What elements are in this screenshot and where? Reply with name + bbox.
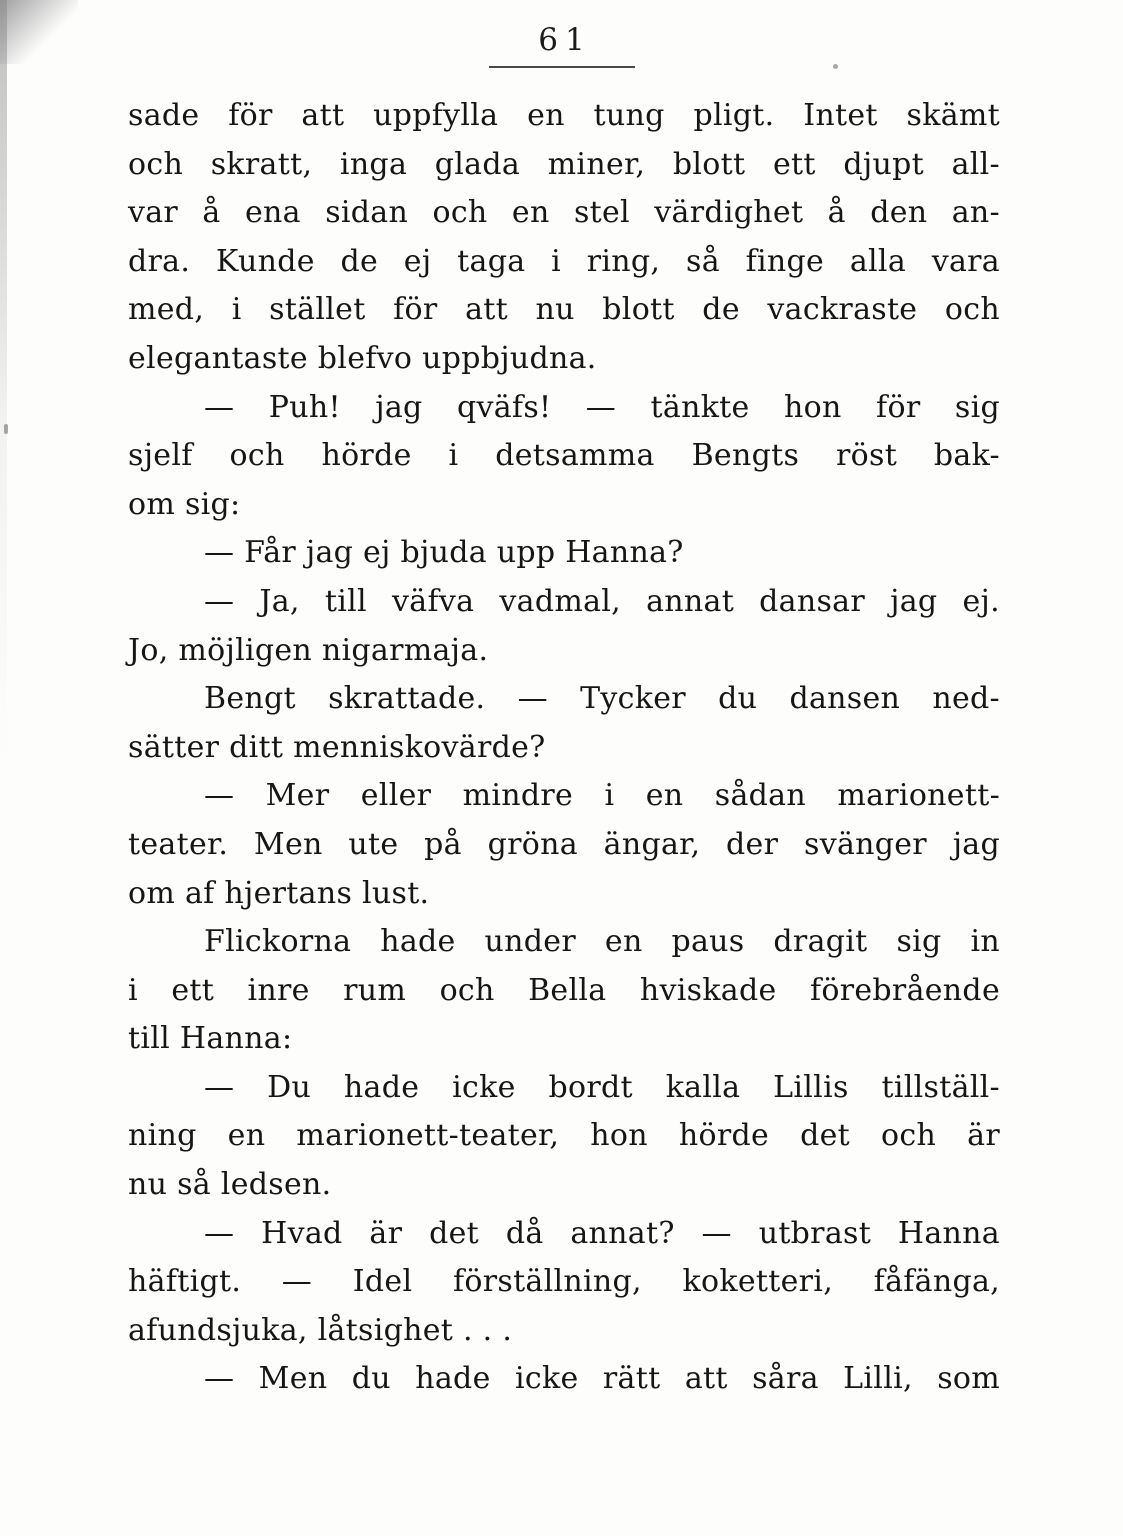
text-line: — Får jag ej bjuda upp Hanna? [204,535,684,571]
page-number: 61 [538,22,592,58]
text-line: med, i stället för att nu blott de vackraste och [128,292,1000,328]
text-line: nu så ledsen. [128,1167,332,1203]
text-line: i ett inre rum och Bella hviskade förebrående [128,972,1000,1008]
scan-edge-artifact [0,0,7,760]
text-line: om af hjertans lust. [128,875,430,911]
text-line: Jo, möjligen nigarmaja. [128,632,489,668]
text-line: och skratt, inga glada miner, blott ett djupt all- [128,146,1000,182]
text-line: sätter ditt menniskovärde? [128,729,546,765]
page-number-rule [489,66,635,68]
text-line: Flickorna hade under en paus dragit sig in [204,924,1000,960]
text-line: sade för att uppfylla en tung pligt. Intet skämt [128,98,1000,133]
text-line: — Du hade icke bordt kalla Lillis tillställ- [204,1069,1000,1105]
text-line: afundsjuka, låtsighet . . . [128,1312,513,1348]
text-line: — Puh! jag qväfs! — tänkte hon för sig [204,389,1000,425]
text-line: ning en marionett-teater, hon hörde det och är [128,1118,1000,1154]
text-line: sjelf och hörde i detsamma Bengts röst bak- [128,438,1000,474]
text-line: — Ja, till väfva vadmal, annat dansar jag ej. [204,583,1000,619]
text-body [128,92,1000,1404]
text-line: teater. Men ute på gröna ängar, der svänger jag [128,826,1000,862]
text-line: var å ena sidan och en stel värdighet å den an- [128,195,1000,231]
text-line: — Hvad är det då annat? — utbrast Hanna [204,1215,1000,1251]
text-line: om sig: [128,486,241,522]
text-line: till Hanna: [128,1021,293,1057]
text-line: elegantaste blefvo uppbjudna. [128,340,597,376]
text-line: Bengt skrattade. — Tycker du dansen ned- [204,681,1000,717]
text-line: — Men du hade icke rätt att såra Lilli, som [204,1361,1000,1397]
page-header [0,22,1123,68]
text-line: dra. Kunde de ej taga i ring, så finge alla vara [128,243,1000,279]
text-line: — Mer eller mindre i en sådan marionett- [204,778,1000,814]
text-line: häftigt. — Idel förställning, koketteri, fåfänga, [128,1264,1000,1300]
scan-speck [4,424,8,434]
